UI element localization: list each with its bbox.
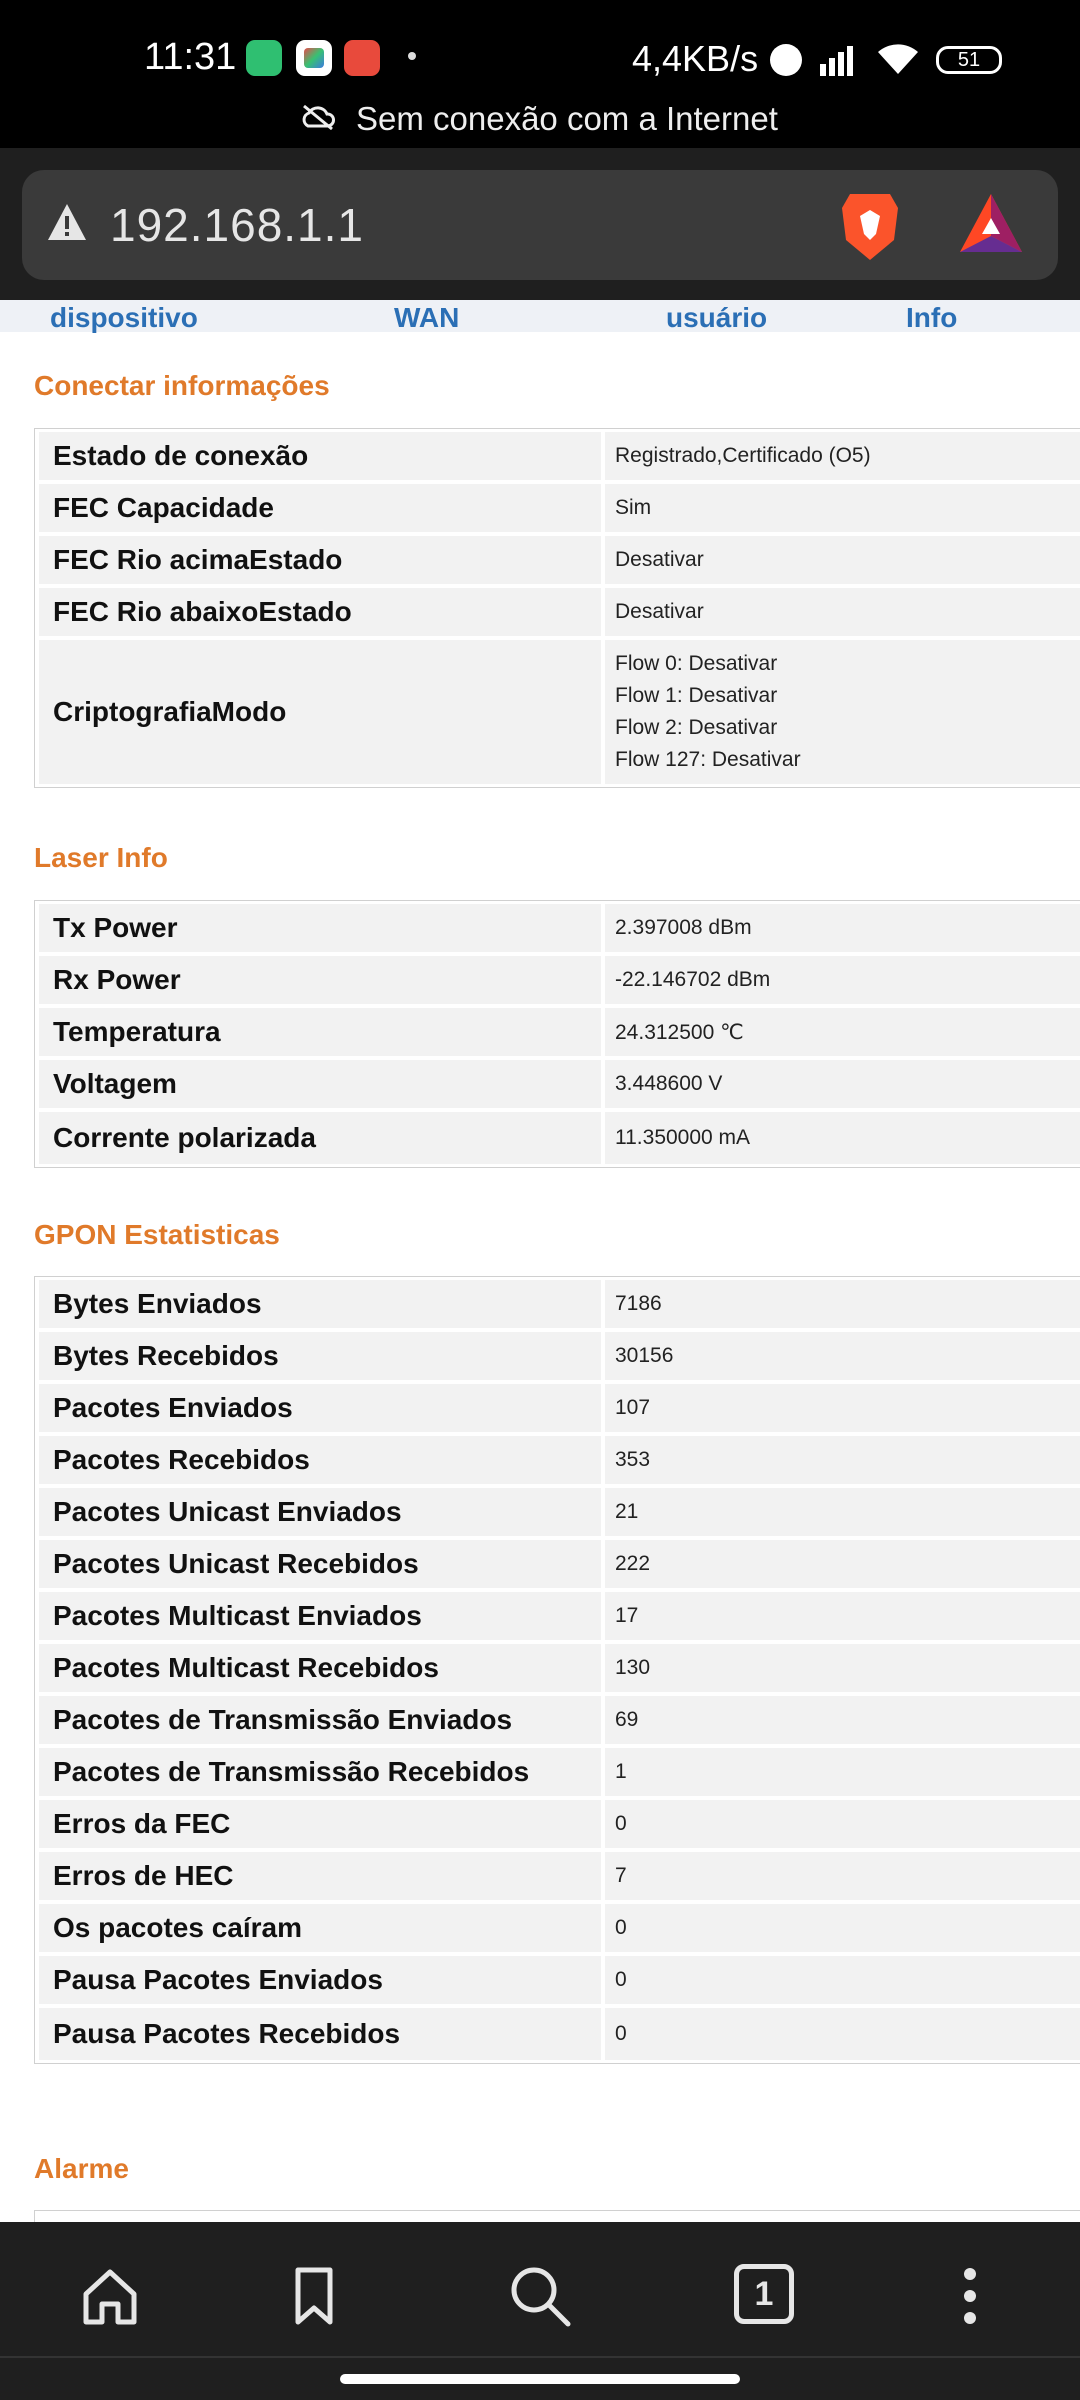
table-row bbox=[39, 1332, 1080, 1384]
row-label: Pacotes de Transmissão Enviados bbox=[39, 1696, 605, 1744]
laser-table bbox=[34, 900, 1080, 1168]
table-row bbox=[39, 1748, 1080, 1800]
table-row bbox=[39, 1592, 1080, 1644]
row-label: Erros da FEC bbox=[39, 1800, 605, 1848]
table-row bbox=[39, 1436, 1080, 1488]
wifi-icon bbox=[876, 40, 920, 76]
cloud-off-icon bbox=[300, 104, 336, 130]
divider bbox=[0, 2356, 1080, 2358]
bat-rewards-icon[interactable] bbox=[958, 192, 1024, 254]
section-title-gpon: GPON Estatisticas bbox=[34, 1219, 280, 1250]
table-row bbox=[39, 1644, 1080, 1696]
row-label: Bytes Enviados bbox=[39, 1280, 605, 1328]
signal-icon bbox=[820, 44, 864, 76]
table-row bbox=[39, 1800, 1080, 1852]
row-label: FEC Capacidade bbox=[39, 484, 605, 532]
row-label: Rx Power bbox=[39, 956, 605, 1004]
row-label: Voltagem bbox=[39, 1060, 605, 1108]
row-value: 2.397008 dBm bbox=[615, 916, 752, 939]
row-value: 107 bbox=[615, 1396, 651, 1419]
row-label: FEC Rio acimaEstado bbox=[39, 536, 605, 584]
row-value: 30156 bbox=[615, 1344, 674, 1367]
row-label: Corrente polarizada bbox=[39, 1112, 605, 1164]
row-value: 0 bbox=[615, 1812, 627, 1835]
router-status-page bbox=[0, 300, 1080, 2222]
row-label: Pacotes Recebidos bbox=[39, 1436, 605, 1484]
notification-dot-icon bbox=[408, 52, 416, 60]
table-row bbox=[39, 1008, 1080, 1060]
nav-link-usuario[interactable]: usuário bbox=[666, 302, 768, 333]
row-label: Pausa Pacotes Enviados bbox=[39, 1956, 605, 2004]
home-icon[interactable] bbox=[78, 2264, 142, 2328]
row-label: FEC Rio abaixoEstado bbox=[39, 588, 605, 636]
status-bar bbox=[0, 0, 1080, 148]
table-row bbox=[39, 588, 1080, 640]
row-label: Pacotes Unicast Recebidos bbox=[39, 1540, 605, 1588]
table-row bbox=[39, 432, 1080, 484]
home-indicator[interactable] bbox=[340, 2374, 740, 2384]
section-title-laser: Laser Info bbox=[34, 842, 168, 873]
table-row bbox=[39, 1280, 1080, 1332]
row-label: Os pacotes caíram bbox=[39, 1904, 605, 1952]
row-label: Pacotes Unicast Enviados bbox=[39, 1488, 605, 1536]
alarm-icon bbox=[770, 44, 802, 76]
table-row bbox=[39, 1488, 1080, 1540]
more-vert-icon[interactable] bbox=[938, 2264, 1002, 2328]
browser-toolbar bbox=[0, 148, 1080, 300]
row-value: 0 bbox=[615, 1968, 627, 1991]
row-label: Pausa Pacotes Recebidos bbox=[39, 2008, 605, 2060]
connection-table bbox=[34, 428, 1080, 788]
row-value: 0 bbox=[615, 2022, 627, 2045]
row-value: 24.312500 ℃ bbox=[615, 1020, 744, 1044]
table-row bbox=[39, 484, 1080, 536]
row-value: 222 bbox=[615, 1552, 651, 1575]
row-value: 353 bbox=[615, 1448, 651, 1471]
row-value: 11.350000 mA bbox=[615, 1126, 751, 1149]
row-value: 130 bbox=[615, 1656, 651, 1679]
tabs-icon[interactable]: 1 bbox=[734, 2264, 794, 2324]
row-value: 21 bbox=[615, 1500, 639, 1523]
row-value: Sim bbox=[615, 496, 652, 519]
row-label: Pacotes Enviados bbox=[39, 1384, 605, 1432]
row-value: Desativar bbox=[615, 600, 704, 623]
status-time: 11:31 bbox=[144, 36, 237, 78]
app-red-icon bbox=[344, 40, 380, 76]
app-store-icon bbox=[296, 40, 332, 76]
table-row bbox=[39, 1540, 1080, 1592]
nav-link-info[interactable]: Info bbox=[906, 302, 958, 333]
table-row bbox=[39, 1384, 1080, 1436]
row-label: Estado de conexão bbox=[39, 432, 605, 480]
row-value: -22.146702 dBm bbox=[615, 968, 771, 991]
alarm-table bbox=[34, 2210, 1080, 2222]
row-label: CriptografiaModo bbox=[39, 640, 605, 784]
table-row bbox=[39, 1060, 1080, 1112]
brave-lion-icon[interactable] bbox=[838, 188, 902, 262]
battery-icon: 51 bbox=[936, 46, 1002, 74]
nav-link-wan[interactable]: WAN bbox=[394, 302, 460, 333]
top-nav bbox=[0, 300, 1080, 332]
section-title-connection: Conectar informações bbox=[34, 370, 330, 401]
url-text[interactable]: 192.168.1.1 bbox=[110, 199, 365, 251]
warning-icon[interactable] bbox=[46, 202, 88, 242]
row-value bbox=[605, 640, 1080, 784]
row-label: Pacotes Multicast Recebidos bbox=[39, 1644, 605, 1692]
table-row bbox=[39, 536, 1080, 588]
app-green-icon bbox=[246, 40, 282, 76]
row-label: Temperatura bbox=[39, 1008, 605, 1056]
row-value: 7186 bbox=[615, 1292, 662, 1315]
flow-item: Flow 1: Desativar bbox=[615, 684, 778, 707]
flow-item: Flow 127: Desativar bbox=[615, 748, 801, 771]
flow-item: Flow 2: Desativar bbox=[615, 716, 778, 739]
row-label: Pacotes de Transmissão Recebidos bbox=[39, 1748, 605, 1796]
row-value: 3.448600 V bbox=[615, 1072, 723, 1095]
browser-bottom-bar bbox=[0, 2222, 1080, 2400]
row-label: Tx Power bbox=[39, 904, 605, 952]
nav-link-dispositivo[interactable]: dispositivo bbox=[50, 302, 198, 333]
table-row bbox=[39, 1852, 1080, 1904]
row-value: 7 bbox=[615, 1864, 627, 1887]
row-value: Registrado,Certificado (O5) bbox=[615, 444, 871, 467]
row-value: 0 bbox=[615, 1916, 627, 1939]
address-bar[interactable] bbox=[22, 170, 1058, 280]
row-value: Desativar bbox=[615, 548, 704, 571]
offline-message: Sem conexão com a Internet bbox=[356, 100, 778, 137]
flow-item: Flow 0: Desativar bbox=[615, 652, 778, 675]
table-row bbox=[39, 1904, 1080, 1956]
gpon-stats-table bbox=[34, 1276, 1080, 2064]
search-icon[interactable] bbox=[508, 2264, 572, 2328]
row-label: Pacotes Multicast Enviados bbox=[39, 1592, 605, 1640]
table-row bbox=[39, 956, 1080, 1008]
row-label: Erros de HEC bbox=[39, 1852, 605, 1900]
table-row bbox=[39, 1112, 1080, 1164]
table-row bbox=[39, 1956, 1080, 2008]
row-value: 17 bbox=[615, 1604, 639, 1627]
table-row bbox=[39, 1696, 1080, 1748]
row-value: 1 bbox=[615, 1760, 627, 1783]
flow-list bbox=[615, 648, 801, 776]
row-value: 69 bbox=[615, 1708, 639, 1731]
row-label: Bytes Recebidos bbox=[39, 1332, 605, 1380]
section-title-alarm: Alarme bbox=[34, 2153, 129, 2184]
table-row bbox=[39, 640, 1080, 784]
table-row bbox=[39, 2008, 1080, 2060]
table-row bbox=[39, 904, 1080, 956]
bookmark-icon[interactable] bbox=[282, 2264, 346, 2328]
network-speed: 4,4KB/s bbox=[632, 38, 759, 79]
